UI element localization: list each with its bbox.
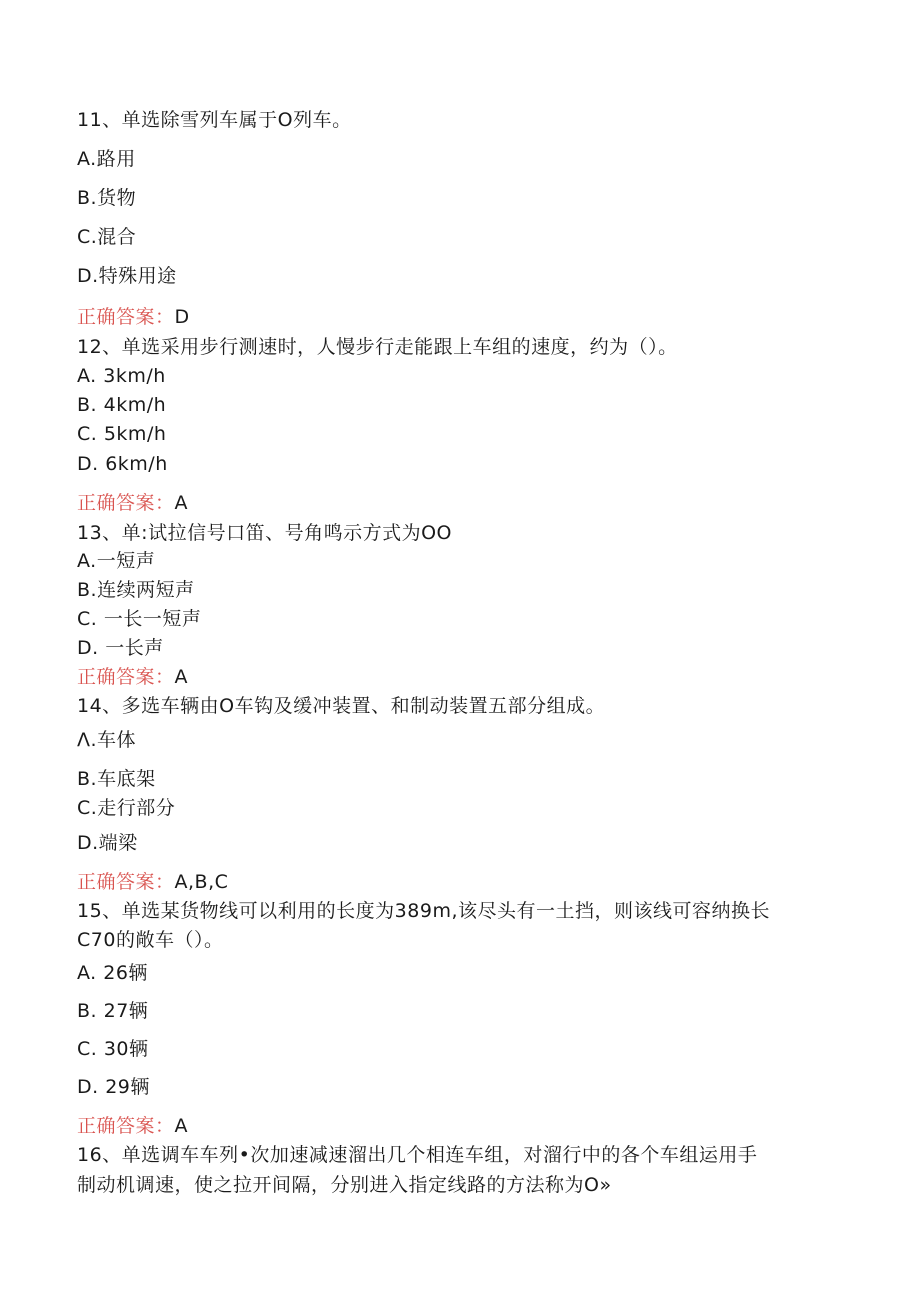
question-15-option-a: A. 26辆: [77, 962, 148, 984]
answer-label: 正确答案：: [77, 871, 175, 893]
answer-value: A,B,C: [174, 871, 229, 893]
question-11-option-a: A.路用: [77, 148, 136, 170]
question-12-option-c: C. 5km/h: [77, 423, 167, 445]
answer-label: 正确答案：: [77, 306, 175, 328]
question-15-option-d: D. 29辆: [77, 1076, 150, 1098]
answer-label: 正确答案：: [77, 666, 175, 688]
question-16-stem-line-2: 制动机调速，使之拉开间隔，分别进入指定线路的方法称为O»: [77, 1174, 612, 1196]
question-11-option-b: B.货物: [77, 187, 137, 209]
answer-value: A: [174, 492, 189, 514]
question-12-option-b: B. 4km/h: [77, 394, 167, 416]
question-14-option-d: D.端梁: [77, 832, 138, 854]
question-15-option-b: B. 27辆: [77, 1000, 149, 1022]
question-15-stem-line-1: 15、单选某货物线可以利用的长度为389m,该尽头有一土挡，则该线可容纳换长: [77, 900, 770, 922]
answer-value: D: [174, 306, 190, 328]
question-12-answer: [77, 490, 188, 516]
question-14-option-b: B.车底架: [77, 768, 156, 790]
question-13-option-c: C. 一长一短声: [77, 608, 202, 630]
question-15-answer: [77, 1113, 188, 1139]
question-12-option-d: D. 6km/h: [77, 453, 168, 475]
question-11-option-d: D.特殊用途: [77, 265, 177, 287]
answer-value: A: [174, 1115, 189, 1137]
question-11-option-c: C.混合: [77, 226, 137, 248]
question-12-option-a: A. 3km/h: [77, 365, 166, 387]
question-13-answer: [77, 664, 188, 690]
answer-value: A: [174, 666, 189, 688]
question-14-option-a: Λ.车体: [77, 729, 137, 751]
question-15-option-c: C. 30辆: [77, 1038, 149, 1060]
answer-label: 正确答案：: [77, 1115, 175, 1137]
question-14-stem: 14、多选车辆由O车钩及缓冲装置、和制动装置五部分组成。: [77, 695, 606, 717]
question-15-stem-line-2: C70的敞车（）。: [77, 929, 224, 951]
question-13-option-b: B.连续两短声: [77, 579, 195, 601]
question-14-answer: [77, 869, 228, 895]
question-13-option-a: A.一短声: [77, 550, 156, 572]
question-12-stem: 12、单选采用步行测速时，人慢步行走能跟上车组的速度，约为（）。: [77, 336, 678, 358]
question-13-option-d: D. 一长声: [77, 637, 164, 659]
question-14-option-c: C.走行部分: [77, 797, 176, 819]
question-11-answer: [77, 304, 190, 330]
question-13-stem: 13、单:试拉信号口笛、号角鸣示方式为OO: [77, 522, 452, 544]
question-11-stem: 11、单选除雪列车属于O列车。: [77, 109, 352, 131]
question-16-stem-line-1: 16、单选调车车列•次加速减速溜出几个相连车组，对溜行中的各个车组运用手: [77, 1144, 758, 1166]
answer-label: 正确答案：: [77, 492, 175, 514]
